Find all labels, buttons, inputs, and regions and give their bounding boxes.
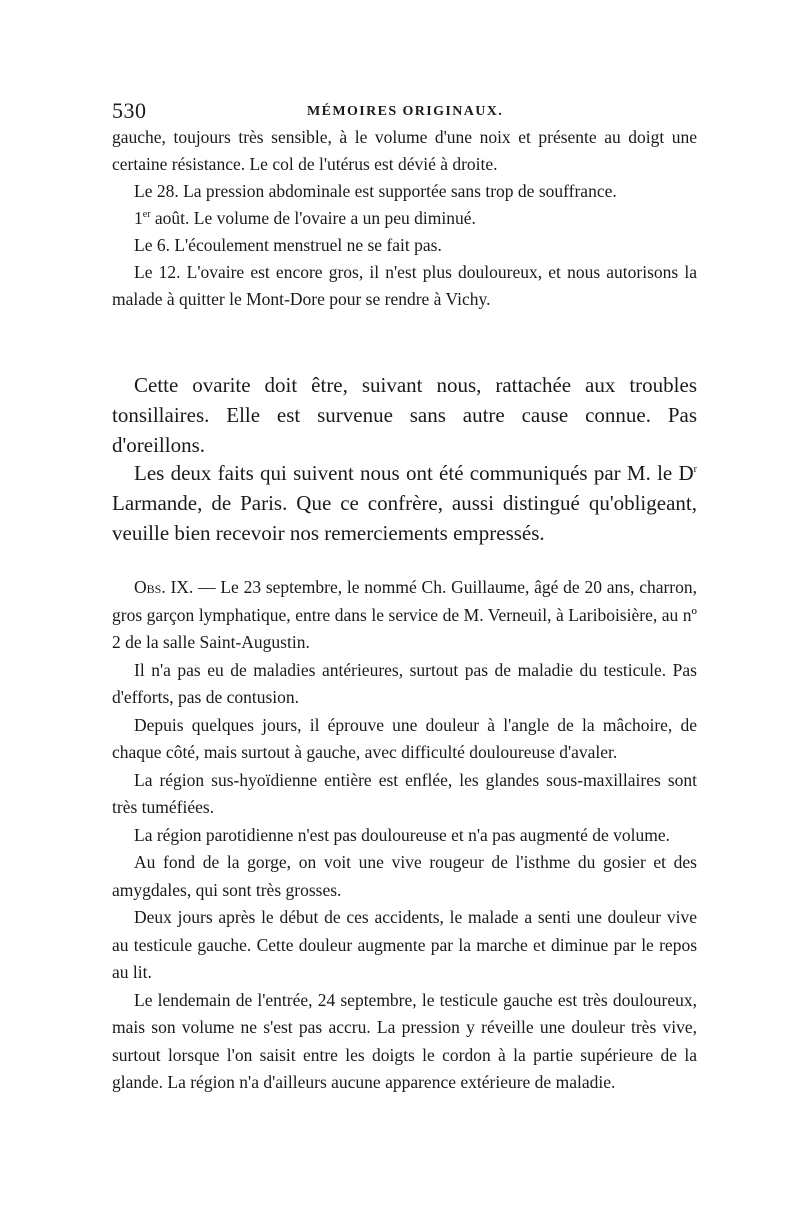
paragraph-larmande-part-1: Les deux faits qui suivent nous ont été communiqués par M. le D: [134, 461, 694, 485]
large-text-block-2: [112, 458, 697, 548]
page-number: 530: [112, 98, 147, 123]
observation-label: Obs. IX.: [134, 577, 194, 597]
paragraph-larmande-part-2: Larmande, de Paris. Que ce confrère, aussi distingué qu'obligeant, veuille bien recevoir nos remerciements empressés.: [112, 491, 697, 545]
paragraph-douleur-machoire: Depuis quelques jours, il éprouve une douleur à l'angle de la mâchoire, de chaque côté, mais surtout à gauche, avec difficulté douloureuse d'avaler.: [112, 714, 697, 762]
paragraph-antecedents: Il n'a pas eu de maladies antérieures, surtout pas de maladie du testicule. Pas d'efforts, pas de contusion.: [112, 659, 697, 707]
observation-block: [112, 574, 697, 1097]
paragraph-continuation: gauche, toujours très sensible, à le volume d'une noix et présente au doigt une certaine résistance. Le col de l'utérus est dévié à droite.: [112, 127, 697, 174]
large-text-block-1: [112, 370, 697, 460]
paragraph-le-28: Le 28. La pression abdominale est supportée sans trop de souffrance.: [134, 181, 617, 201]
paragraph-testicule-douleur: Deux jours après le début de ces accidents, le malade a senti une douleur vive au testicule gauche. Cette douleur augmente par la marche et diminue par le repos au lit.: [112, 907, 697, 982]
paragraph-le-12: Le 12. L'ovaire est encore gros, il n'est plus douloureux, et nous autorisons la malade à quitter le Mont-Dore pour se rendre à Vichy.: [112, 262, 697, 309]
paragraph-gorge: Au fond de la gorge, on voit une vive rougeur de l'isthme du gosier et des amygdales, qui sont très grosses.: [112, 852, 697, 900]
paragraph-larmande: [112, 458, 697, 548]
paragraph-sus-hyoidienne: La région sus-hyoïdienne entière est enflée, les glandes sous-maxillaires sont très tuméfiées.: [112, 769, 697, 817]
paragraph-ovarite: Cette ovarite doit être, suivant nous, rattachée aux troubles tonsillaires. Elle est survenue sans autre cause connue. Pas d'oreillons.: [112, 373, 697, 457]
paragraph-le-6: Le 6. L'écoulement menstruel ne se fait pas.: [134, 235, 442, 255]
paragraph-obs-ix-text: — Le 23 septembre, le nommé Ch. Guillaume, âgé de 20 ans, charron, gros garçon lymphatique, entre dans le service de M. Verneuil, à Lariboisière, au nº 2 de la salle Saint-Augustin.: [112, 577, 698, 652]
superscript-er: er: [142, 209, 151, 221]
paragraph-lendemain: Le lendemain de l'entrée, 24 septembre, le testicule gauche est très douloureux, mais son volume ne s'est pas accru. La pression y réveille une douleur très vive, surtout lorsque l'on saisit entre les doigts le cordon à la partie supérieure de la glande. La région n'a d'ailleurs aucune apparence extérieure de maladie.: [112, 989, 697, 1092]
paragraph-1er-aout: 1er août. Le volume de l'ovaire a un peu diminué.: [134, 208, 476, 228]
running-title: MÉMOIRES ORIGINAUX.: [307, 104, 504, 119]
small-text-block: [112, 124, 697, 313]
paragraph-1er-aout-text: août. Le volume de l'ovaire a un peu diminué.: [150, 208, 476, 228]
paragraph-obs-ix: [112, 574, 697, 657]
superscript-r: r: [693, 464, 697, 475]
paragraph-parotidienne: La région parotidienne n'est pas douloureuse et n'a pas augmenté de volume.: [134, 824, 670, 845]
